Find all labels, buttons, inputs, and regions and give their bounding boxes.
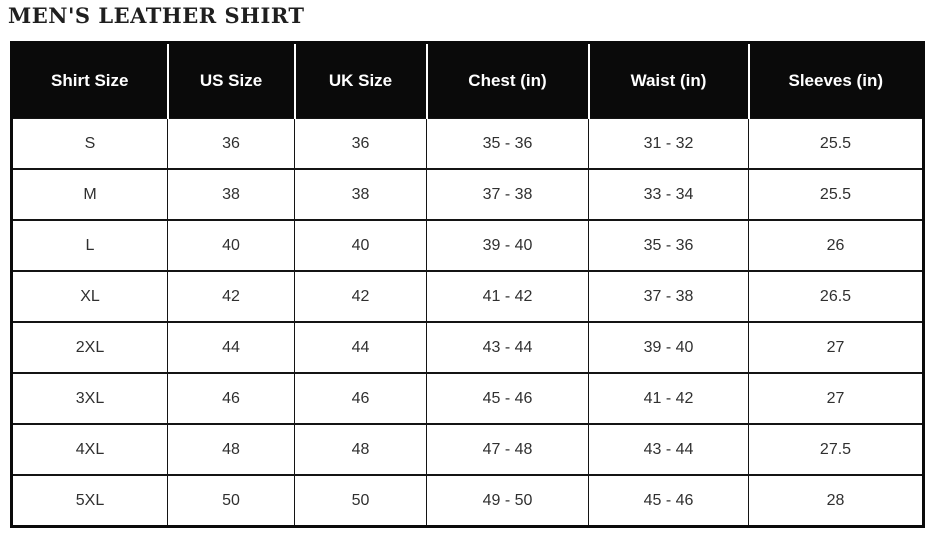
table-cell: 44 xyxy=(168,322,295,373)
table-cell: 44 xyxy=(295,322,427,373)
table-cell: 38 xyxy=(295,169,427,220)
table-cell: 4XL xyxy=(12,424,168,475)
table-cell: 42 xyxy=(295,271,427,322)
table-row-m xyxy=(12,169,924,220)
size-chart-table xyxy=(10,41,925,528)
table-row-xl xyxy=(12,271,924,322)
table-cell: 31 - 32 xyxy=(589,119,749,170)
table-cell: 46 xyxy=(295,373,427,424)
table-cell: 39 - 40 xyxy=(589,322,749,373)
table-cell: M xyxy=(12,169,168,220)
table-cell: 50 xyxy=(295,475,427,527)
table-cell: 27 xyxy=(749,373,924,424)
table-cell: 25.5 xyxy=(749,169,924,220)
table-cell: 3XL xyxy=(12,373,168,424)
table-cell: 42 xyxy=(168,271,295,322)
table-cell: L xyxy=(12,220,168,271)
table-cell: 43 - 44 xyxy=(589,424,749,475)
header-cell-shirt-size: Shirt Size xyxy=(12,43,168,119)
table-cell: 39 - 40 xyxy=(427,220,589,271)
table-cell: 40 xyxy=(168,220,295,271)
table-cell: 28 xyxy=(749,475,924,527)
header-cell-waist-in: Waist (in) xyxy=(589,43,749,119)
table-cell: 41 - 42 xyxy=(427,271,589,322)
table-cell: 27.5 xyxy=(749,424,924,475)
table-cell: XL xyxy=(12,271,168,322)
table-cell: 27 xyxy=(749,322,924,373)
table-cell: 38 xyxy=(168,169,295,220)
table-cell: 37 - 38 xyxy=(589,271,749,322)
size-chart-body xyxy=(12,119,924,527)
table-row-2xl xyxy=(12,322,924,373)
table-cell: 45 - 46 xyxy=(427,373,589,424)
table-row-s xyxy=(12,119,924,170)
table-row-4xl xyxy=(12,424,924,475)
header-row xyxy=(12,43,924,119)
table-cell: 36 xyxy=(168,119,295,170)
table-cell: 48 xyxy=(168,424,295,475)
table-cell: 48 xyxy=(295,424,427,475)
table-cell: 49 - 50 xyxy=(427,475,589,527)
table-cell: 45 - 46 xyxy=(589,475,749,527)
header-cell-us-size: US Size xyxy=(168,43,295,119)
table-cell: 46 xyxy=(168,373,295,424)
header-cell-uk-size: UK Size xyxy=(295,43,427,119)
table-row-l xyxy=(12,220,924,271)
table-cell: 43 - 44 xyxy=(427,322,589,373)
table-cell: 37 - 38 xyxy=(427,169,589,220)
header-cell-chest-in: Chest (in) xyxy=(427,43,589,119)
table-cell: 25.5 xyxy=(749,119,924,170)
table-cell: 35 - 36 xyxy=(427,119,589,170)
table-cell: 50 xyxy=(168,475,295,527)
table-row-5xl xyxy=(12,475,924,527)
table-cell: 2XL xyxy=(12,322,168,373)
header-cell-sleeves-in: Sleeves (in) xyxy=(749,43,924,119)
table-cell: 35 - 36 xyxy=(589,220,749,271)
table-cell: 41 - 42 xyxy=(589,373,749,424)
table-row-3xl xyxy=(12,373,924,424)
table-cell: 36 xyxy=(295,119,427,170)
table-cell: 5XL xyxy=(12,475,168,527)
table-cell: 26.5 xyxy=(749,271,924,322)
table-cell: 26 xyxy=(749,220,924,271)
page-title: MEN'S LEATHER SHIRT xyxy=(8,3,305,28)
table-cell: 40 xyxy=(295,220,427,271)
table-cell: 33 - 34 xyxy=(589,169,749,220)
table-cell: 47 - 48 xyxy=(427,424,589,475)
table-cell: S xyxy=(12,119,168,170)
